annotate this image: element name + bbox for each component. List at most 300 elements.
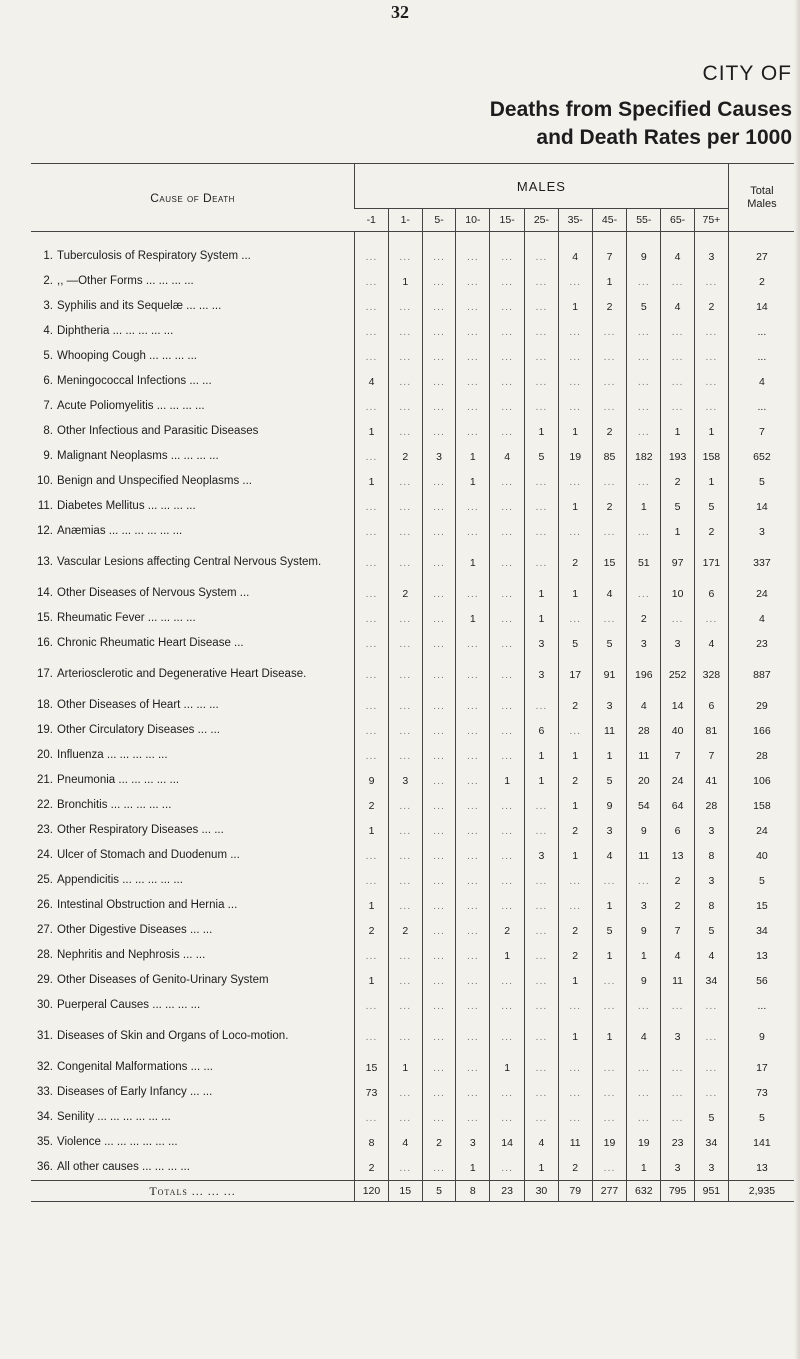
value-cell: 7 xyxy=(592,244,627,269)
value-cell: ... xyxy=(422,519,456,544)
cause-number: 6. xyxy=(43,375,53,387)
value-cell: ... xyxy=(558,344,592,369)
value-cell: ... xyxy=(388,419,422,444)
value-cell: 3 xyxy=(456,1130,490,1155)
value-cell: ... xyxy=(558,1080,592,1105)
row-total-cell: 24 xyxy=(728,818,795,843)
value-cell: 11 xyxy=(661,968,695,993)
value-cell: ... xyxy=(456,1018,490,1055)
table-row xyxy=(31,693,795,718)
row-total-cell: 14 xyxy=(728,494,795,519)
value-cell: ... xyxy=(456,793,490,818)
cause-number: 29. xyxy=(37,974,53,986)
value-cell: 196 xyxy=(627,656,661,693)
value-cell: ... xyxy=(525,344,559,369)
value-cell: ... xyxy=(592,369,627,394)
table-row xyxy=(31,631,795,656)
value-cell: 7 xyxy=(661,918,695,943)
value-cell: ... xyxy=(592,868,627,893)
totals-value-cell: 795 xyxy=(661,1181,695,1202)
cause-number: 30. xyxy=(37,999,53,1011)
value-cell: ... xyxy=(627,344,661,369)
value-cell: ... xyxy=(490,1080,525,1105)
cause-number: 10. xyxy=(37,475,53,487)
cause-label: Meningococcal Infections ... ... xyxy=(57,375,212,387)
row-total-cell: 9 xyxy=(728,1018,795,1055)
row-total-cell: 7 xyxy=(728,419,795,444)
value-cell: 193 xyxy=(661,444,695,469)
value-cell: 97 xyxy=(661,544,695,581)
row-total-cell: 5 xyxy=(728,868,795,893)
value-cell: ... xyxy=(422,1080,456,1105)
value-cell: ... xyxy=(355,843,389,868)
value-cell: 1 xyxy=(661,419,695,444)
row-total-cell: 34 xyxy=(728,918,795,943)
value-cell: ... xyxy=(422,793,456,818)
value-cell: ... xyxy=(490,843,525,868)
value-cell: ... xyxy=(490,469,525,494)
cause-cell xyxy=(31,656,355,693)
value-cell: ... xyxy=(422,244,456,269)
cause-number: 31. xyxy=(37,1030,53,1042)
value-cell: ... xyxy=(525,1080,559,1105)
cause-number: 16. xyxy=(37,637,53,649)
value-cell: ... xyxy=(525,1105,559,1130)
city-heading: CITY OF xyxy=(702,62,792,85)
cause-label: Nephritis and Nephrosis ... ... xyxy=(57,949,206,961)
cause-label: Ulcer of Stomach and Duodenum ... xyxy=(57,849,240,861)
value-cell: 4 xyxy=(592,581,627,606)
cause-number: 19. xyxy=(37,724,53,736)
row-total-cell: 73 xyxy=(728,1080,795,1105)
row-total-cell: 24 xyxy=(728,581,795,606)
row-total-cell: 29 xyxy=(728,693,795,718)
value-cell: 2 xyxy=(558,943,592,968)
value-cell: 14 xyxy=(661,693,695,718)
cause-cell xyxy=(31,631,355,656)
value-cell: ... xyxy=(456,918,490,943)
totals-value-cell: 120 xyxy=(355,1181,389,1202)
value-cell: 1 xyxy=(592,893,627,918)
value-cell: ... xyxy=(456,993,490,1018)
value-cell: ... xyxy=(558,606,592,631)
value-cell: 81 xyxy=(694,718,728,743)
cause-label: Acute Poliomyelitis ... ... ... ... xyxy=(57,400,205,412)
value-cell: 1 xyxy=(558,843,592,868)
row-total-cell: 3 xyxy=(728,519,795,544)
value-cell: ... xyxy=(694,369,728,394)
value-cell: 41 xyxy=(694,768,728,793)
row-total-cell: 15 xyxy=(728,893,795,918)
value-cell: ... xyxy=(388,319,422,344)
cause-cell xyxy=(31,1018,355,1055)
cause-cell xyxy=(31,369,355,394)
cause-cell xyxy=(31,319,355,344)
row-total-cell: ... xyxy=(728,394,795,419)
cause-number: 23. xyxy=(37,824,53,836)
cause-number: 26. xyxy=(37,899,53,911)
value-cell: ... xyxy=(456,269,490,294)
value-cell: ... xyxy=(456,294,490,319)
value-cell: 4 xyxy=(592,843,627,868)
value-cell: ... xyxy=(525,369,559,394)
value-cell: 1 xyxy=(525,743,559,768)
value-cell: 1 xyxy=(355,893,389,918)
value-cell: ... xyxy=(456,1105,490,1130)
cause-number: 22. xyxy=(37,799,53,811)
value-cell: ... xyxy=(388,718,422,743)
value-cell: ... xyxy=(422,843,456,868)
row-total-cell: 14 xyxy=(728,294,795,319)
cause-number: 11. xyxy=(37,500,53,512)
value-cell: ... xyxy=(422,344,456,369)
cause-cell xyxy=(31,519,355,544)
value-cell: ... xyxy=(490,818,525,843)
value-cell: ... xyxy=(490,743,525,768)
value-cell: 6 xyxy=(525,718,559,743)
value-cell: ... xyxy=(490,1155,525,1181)
cause-cell xyxy=(31,843,355,868)
value-cell: ... xyxy=(525,918,559,943)
row-total-cell: 158 xyxy=(728,793,795,818)
page-number: 32 xyxy=(391,2,409,22)
value-cell: 4 xyxy=(694,631,728,656)
value-cell: ... xyxy=(490,294,525,319)
cause-label: Rheumatic Fever ... ... ... ... xyxy=(57,612,196,624)
value-cell: 2 xyxy=(558,768,592,793)
value-cell: ... xyxy=(525,244,559,269)
value-cell: 40 xyxy=(661,718,695,743)
value-cell: ... xyxy=(694,394,728,419)
value-cell: ... xyxy=(388,693,422,718)
table-row xyxy=(31,244,795,269)
value-cell: ... xyxy=(558,868,592,893)
value-cell: ... xyxy=(558,269,592,294)
value-cell: ... xyxy=(422,544,456,581)
cause-number: 15. xyxy=(37,612,53,624)
value-cell: ... xyxy=(558,469,592,494)
value-cell: ... xyxy=(388,606,422,631)
cause-cell xyxy=(31,943,355,968)
value-cell: ... xyxy=(490,656,525,693)
table-row xyxy=(31,344,795,369)
value-cell: ... xyxy=(456,693,490,718)
table-row xyxy=(31,1130,795,1155)
table-row xyxy=(31,918,795,943)
value-cell: ... xyxy=(490,494,525,519)
value-cell: ... xyxy=(388,893,422,918)
value-cell: ... xyxy=(388,743,422,768)
value-cell: ... xyxy=(388,993,422,1018)
cause-number: 25. xyxy=(37,874,53,886)
value-cell: ... xyxy=(355,868,389,893)
value-cell: 9 xyxy=(627,918,661,943)
value-cell: ... xyxy=(422,1018,456,1055)
cause-cell xyxy=(31,244,355,269)
cause-label: Malignant Neoplasms ... ... ... ... xyxy=(57,450,219,462)
value-cell: ... xyxy=(627,269,661,294)
table-row xyxy=(31,581,795,606)
value-cell: ... xyxy=(456,943,490,968)
value-cell: ... xyxy=(388,544,422,581)
cause-cell xyxy=(31,544,355,581)
value-cell: ... xyxy=(490,244,525,269)
value-cell: 4 xyxy=(661,244,695,269)
value-cell: ... xyxy=(558,1105,592,1130)
value-cell: ... xyxy=(422,1155,456,1181)
value-cell: 1 xyxy=(490,768,525,793)
value-cell: 2 xyxy=(592,494,627,519)
value-cell: ... xyxy=(694,319,728,344)
value-cell: 1 xyxy=(456,544,490,581)
value-cell: ... xyxy=(388,1080,422,1105)
value-cell: ... xyxy=(456,494,490,519)
value-cell: ... xyxy=(661,1080,695,1105)
value-cell: ... xyxy=(627,369,661,394)
value-cell: ... xyxy=(490,269,525,294)
value-cell: ... xyxy=(355,943,389,968)
value-cell: 9 xyxy=(627,968,661,993)
value-cell: 1 xyxy=(694,419,728,444)
value-cell: 1 xyxy=(558,581,592,606)
value-cell: 5 xyxy=(592,768,627,793)
row-total-cell: ... xyxy=(728,993,795,1018)
value-cell: ... xyxy=(490,631,525,656)
value-cell: 9 xyxy=(627,244,661,269)
cause-label: ,, —Other Forms ... ... ... ... xyxy=(57,275,194,287)
value-cell: ... xyxy=(627,319,661,344)
cause-label: Anæmias ... ... ... ... ... ... xyxy=(57,525,183,537)
cause-cell xyxy=(31,444,355,469)
value-cell: ... xyxy=(490,1105,525,1130)
cause-cell xyxy=(31,693,355,718)
value-cell: 1 xyxy=(525,419,559,444)
value-cell: ... xyxy=(422,469,456,494)
table-body xyxy=(31,232,795,1202)
value-cell: ... xyxy=(456,656,490,693)
value-cell: ... xyxy=(490,319,525,344)
value-cell: ... xyxy=(490,419,525,444)
row-total-cell: 28 xyxy=(728,743,795,768)
value-cell: 19 xyxy=(627,1130,661,1155)
value-cell: ... xyxy=(592,1055,627,1080)
totals-value-cell: 8 xyxy=(456,1181,490,1202)
value-cell: ... xyxy=(355,319,389,344)
value-cell: ... xyxy=(422,631,456,656)
cause-cell xyxy=(31,469,355,494)
value-cell: ... xyxy=(388,656,422,693)
cause-label: Bronchitis ... ... ... ... ... xyxy=(57,799,172,811)
value-cell: 64 xyxy=(661,793,695,818)
value-cell: ... xyxy=(490,693,525,718)
value-cell: ... xyxy=(627,993,661,1018)
value-cell: ... xyxy=(355,344,389,369)
cause-number: 2. xyxy=(43,275,53,287)
table-row xyxy=(31,968,795,993)
value-cell: ... xyxy=(525,893,559,918)
value-cell: 3 xyxy=(525,631,559,656)
value-cell: ... xyxy=(422,269,456,294)
value-cell: ... xyxy=(456,843,490,868)
value-cell: 3 xyxy=(694,1155,728,1181)
cause-cell xyxy=(31,606,355,631)
value-cell: 2 xyxy=(558,818,592,843)
value-cell: ... xyxy=(355,244,389,269)
value-cell: ... xyxy=(422,718,456,743)
value-cell: 73 xyxy=(355,1080,389,1105)
value-cell: ... xyxy=(592,519,627,544)
totals-row xyxy=(31,1181,795,1202)
value-cell: 85 xyxy=(592,444,627,469)
value-cell: ... xyxy=(694,1080,728,1105)
value-cell: 2 xyxy=(694,519,728,544)
value-cell: 8 xyxy=(694,893,728,918)
table-row xyxy=(31,419,795,444)
value-cell: 4 xyxy=(694,943,728,968)
cause-cell xyxy=(31,419,355,444)
row-total-cell: 4 xyxy=(728,606,795,631)
value-cell: ... xyxy=(627,419,661,444)
cause-number: 9. xyxy=(43,450,53,462)
table-row xyxy=(31,793,795,818)
value-cell: ... xyxy=(525,993,559,1018)
value-cell: ... xyxy=(490,606,525,631)
value-cell: ... xyxy=(525,793,559,818)
value-cell: ... xyxy=(422,1055,456,1080)
value-cell: ... xyxy=(661,606,695,631)
cause-label: Other Diseases of Nervous System ... xyxy=(57,587,250,599)
value-cell: 4 xyxy=(355,369,389,394)
value-cell: 5 xyxy=(694,1105,728,1130)
value-cell: ... xyxy=(355,394,389,419)
value-cell: ... xyxy=(422,893,456,918)
cause-number: 5. xyxy=(43,350,53,362)
value-cell: 5 xyxy=(592,631,627,656)
value-cell: ... xyxy=(558,369,592,394)
value-cell: 4 xyxy=(661,943,695,968)
value-cell: 2 xyxy=(355,918,389,943)
value-cell: ... xyxy=(456,893,490,918)
value-cell: ... xyxy=(355,718,389,743)
value-cell: 5 xyxy=(592,918,627,943)
value-cell: ... xyxy=(490,581,525,606)
table-row xyxy=(31,606,795,631)
value-cell: 5 xyxy=(558,631,592,656)
value-cell: 3 xyxy=(388,768,422,793)
value-cell: ... xyxy=(558,718,592,743)
totals-value-cell: 277 xyxy=(592,1181,627,1202)
value-cell: ... xyxy=(661,319,695,344)
value-cell: ... xyxy=(694,606,728,631)
value-cell: 9 xyxy=(627,818,661,843)
value-cell: ... xyxy=(388,344,422,369)
cause-cell xyxy=(31,718,355,743)
value-cell: ... xyxy=(490,1018,525,1055)
value-cell: ... xyxy=(525,818,559,843)
table-row xyxy=(31,843,795,868)
value-cell: ... xyxy=(422,868,456,893)
value-cell: ... xyxy=(694,1018,728,1055)
value-cell: ... xyxy=(456,818,490,843)
value-cell: 19 xyxy=(592,1130,627,1155)
cause-label: Tuberculosis of Respiratory System ... xyxy=(57,250,251,262)
table-row xyxy=(31,656,795,693)
page-edge-shadow xyxy=(794,0,800,1359)
row-total-cell: 652 xyxy=(728,444,795,469)
cause-number: 12. xyxy=(37,525,53,537)
value-cell: ... xyxy=(456,718,490,743)
value-cell: 1 xyxy=(355,818,389,843)
value-cell: 11 xyxy=(592,718,627,743)
value-cell: ... xyxy=(422,581,456,606)
value-cell: ... xyxy=(627,1055,661,1080)
value-cell: 1 xyxy=(525,768,559,793)
value-cell: ... xyxy=(490,968,525,993)
value-cell: ... xyxy=(456,1080,490,1105)
value-cell: 7 xyxy=(694,743,728,768)
value-cell: ... xyxy=(388,1105,422,1130)
value-cell: ... xyxy=(525,943,559,968)
value-cell: ... xyxy=(525,544,559,581)
age-header-8: 55- xyxy=(627,209,661,232)
cause-label: Diphtheria ... ... ... ... ... xyxy=(57,325,174,337)
cause-cell xyxy=(31,1130,355,1155)
table-row xyxy=(31,369,795,394)
value-cell: ... xyxy=(388,369,422,394)
totals-value-cell: 632 xyxy=(627,1181,661,1202)
cause-number: 20. xyxy=(37,749,53,761)
value-cell: 15 xyxy=(355,1055,389,1080)
value-cell: ... xyxy=(422,294,456,319)
row-total-cell: 40 xyxy=(728,843,795,868)
value-cell: 3 xyxy=(525,656,559,693)
value-cell: ... xyxy=(422,768,456,793)
totals-value-cell: 5 xyxy=(422,1181,456,1202)
cause-cell xyxy=(31,993,355,1018)
cause-label: Other Diseases of Genito-Urinary System xyxy=(57,974,269,986)
age-header-5: 25- xyxy=(525,209,559,232)
value-cell: 3 xyxy=(592,818,627,843)
cause-number: 36. xyxy=(37,1161,53,1173)
value-cell: 14 xyxy=(490,1130,525,1155)
value-cell: ... xyxy=(661,269,695,294)
row-total-cell: 141 xyxy=(728,1130,795,1155)
value-cell: 2 xyxy=(592,294,627,319)
value-cell: ... xyxy=(355,444,389,469)
value-cell: 11 xyxy=(627,843,661,868)
value-cell: ... xyxy=(355,1105,389,1130)
value-cell: ... xyxy=(490,344,525,369)
value-cell: 1 xyxy=(456,469,490,494)
cause-cell xyxy=(31,1105,355,1130)
value-cell: ... xyxy=(627,469,661,494)
value-cell: 1 xyxy=(388,269,422,294)
value-cell: 1 xyxy=(558,419,592,444)
table-row xyxy=(31,993,795,1018)
value-cell: ... xyxy=(525,269,559,294)
value-cell: 1 xyxy=(525,606,559,631)
value-cell: 1 xyxy=(627,943,661,968)
age-header-0: -1 xyxy=(355,209,389,232)
value-cell: ... xyxy=(388,818,422,843)
value-cell: 17 xyxy=(558,656,592,693)
value-cell: 1 xyxy=(592,1018,627,1055)
value-cell: ... xyxy=(456,968,490,993)
cause-label: Benign and Unspecified Neoplasms ... xyxy=(57,475,252,487)
cause-label: Violence ... ... ... ... ... ... xyxy=(57,1136,178,1148)
value-cell: ... xyxy=(422,1105,456,1130)
cause-cell xyxy=(31,968,355,993)
